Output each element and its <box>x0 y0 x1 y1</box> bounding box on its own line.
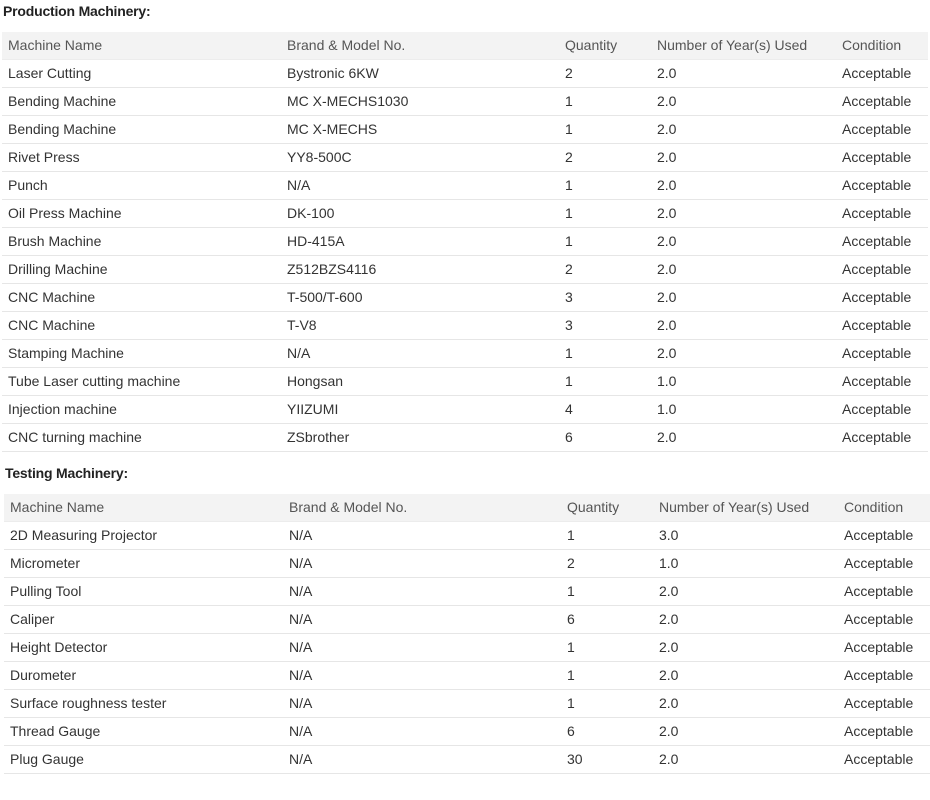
table-row <box>4 522 930 550</box>
table-body <box>4 522 930 774</box>
cell-condition: Acceptable <box>836 312 928 340</box>
cell-years-used: 2.0 <box>651 200 836 228</box>
cell-quantity: 6 <box>561 606 653 634</box>
table-row <box>4 690 930 718</box>
cell-condition: Acceptable <box>836 116 928 144</box>
cell-machine-name: CNC Machine <box>2 312 281 340</box>
table-row <box>2 424 928 452</box>
cell-years-used: 2.0 <box>651 144 836 172</box>
cell-years-used: 2.0 <box>653 718 838 746</box>
cell-machine-name: Bending Machine <box>2 88 281 116</box>
cell-machine-name: Thread Gauge <box>4 718 283 746</box>
table-row <box>2 200 928 228</box>
table-row <box>4 718 930 746</box>
cell-machine-name: Injection machine <box>2 396 281 424</box>
table-row <box>2 144 928 172</box>
cell-quantity: 6 <box>559 424 651 452</box>
cell-condition: Acceptable <box>838 578 930 606</box>
cell-brand-model: N/A <box>283 634 561 662</box>
cell-brand-model: T-V8 <box>281 312 559 340</box>
cell-brand-model: MC X-MECHS1030 <box>281 88 559 116</box>
production-machinery-title: Production Machinery: <box>3 3 151 19</box>
table-row <box>4 634 930 662</box>
cell-quantity: 1 <box>559 228 651 256</box>
table-row <box>4 606 930 634</box>
cell-brand-model: DK-100 <box>281 200 559 228</box>
cell-years-used: 3.0 <box>653 522 838 550</box>
cell-condition: Acceptable <box>836 88 928 116</box>
cell-years-used: 2.0 <box>651 88 836 116</box>
cell-quantity: 4 <box>559 396 651 424</box>
header-row <box>4 494 930 522</box>
cell-quantity: 30 <box>561 746 653 774</box>
cell-quantity: 1 <box>561 578 653 606</box>
cell-years-used: 2.0 <box>651 424 836 452</box>
cell-years-used: 1.0 <box>651 396 836 424</box>
cell-quantity: 1 <box>559 340 651 368</box>
cell-condition: Acceptable <box>838 522 930 550</box>
cell-machine-name: Rivet Press <box>2 144 281 172</box>
cell-years-used: 2.0 <box>653 578 838 606</box>
cell-years-used: 2.0 <box>651 60 836 88</box>
cell-condition: Acceptable <box>838 746 930 774</box>
cell-brand-model: YY8-500C <box>281 144 559 172</box>
column-header-years-used: Number of Year(s) Used <box>651 32 836 60</box>
cell-brand-model: N/A <box>283 550 561 578</box>
cell-quantity: 6 <box>561 718 653 746</box>
cell-condition: Acceptable <box>836 172 928 200</box>
cell-condition: Acceptable <box>836 424 928 452</box>
cell-brand-model: HD-415A <box>281 228 559 256</box>
cell-quantity: 2 <box>559 60 651 88</box>
table-row <box>4 746 930 774</box>
column-header-years-used: Number of Year(s) Used <box>653 494 838 522</box>
cell-brand-model: Hongsan <box>281 368 559 396</box>
column-header-condition: Condition <box>836 32 928 60</box>
cell-machine-name: CNC Machine <box>2 284 281 312</box>
cell-years-used: 2.0 <box>651 228 836 256</box>
cell-quantity: 1 <box>561 662 653 690</box>
table-row <box>2 340 928 368</box>
cell-condition: Acceptable <box>838 690 930 718</box>
column-header-brand-model: Brand & Model No. <box>283 494 561 522</box>
cell-condition: Acceptable <box>836 60 928 88</box>
cell-machine-name: Durometer <box>4 662 283 690</box>
table-row <box>2 368 928 396</box>
testing-machinery-table <box>4 494 930 774</box>
column-header-quantity: Quantity <box>559 32 651 60</box>
cell-years-used: 1.0 <box>653 550 838 578</box>
cell-years-used: 2.0 <box>651 312 836 340</box>
cell-years-used: 2.0 <box>651 284 836 312</box>
cell-brand-model: N/A <box>283 718 561 746</box>
cell-machine-name: Tube Laser cutting machine <box>2 368 281 396</box>
cell-machine-name: Plug Gauge <box>4 746 283 774</box>
cell-years-used: 2.0 <box>651 256 836 284</box>
cell-brand-model: N/A <box>283 606 561 634</box>
cell-brand-model: N/A <box>283 690 561 718</box>
cell-years-used: 2.0 <box>651 172 836 200</box>
cell-years-used: 2.0 <box>653 746 838 774</box>
cell-years-used: 2.0 <box>653 634 838 662</box>
cell-machine-name: Brush Machine <box>2 228 281 256</box>
cell-quantity: 1 <box>559 200 651 228</box>
cell-brand-model: N/A <box>283 746 561 774</box>
column-header-brand-model: Brand & Model No. <box>281 32 559 60</box>
header-row <box>2 32 928 60</box>
cell-machine-name: Stamping Machine <box>2 340 281 368</box>
column-header-condition: Condition <box>838 494 930 522</box>
cell-machine-name: Pulling Tool <box>4 578 283 606</box>
testing-machinery-title: Testing Machinery: <box>5 465 128 481</box>
table-row <box>4 662 930 690</box>
table-header <box>2 32 928 60</box>
table-row <box>2 60 928 88</box>
cell-brand-model: N/A <box>283 662 561 690</box>
cell-brand-model: N/A <box>281 340 559 368</box>
cell-quantity: 1 <box>559 116 651 144</box>
cell-brand-model: ZSbrother <box>281 424 559 452</box>
table-body <box>2 60 928 452</box>
table-row <box>2 312 928 340</box>
cell-condition: Acceptable <box>838 606 930 634</box>
cell-condition: Acceptable <box>836 228 928 256</box>
cell-years-used: 2.0 <box>653 690 838 718</box>
table-row <box>2 88 928 116</box>
table-row <box>2 172 928 200</box>
cell-years-used: 2.0 <box>653 662 838 690</box>
table-header <box>4 494 930 522</box>
column-header-machine-name: Machine Name <box>2 32 281 60</box>
cell-machine-name: Punch <box>2 172 281 200</box>
cell-years-used: 2.0 <box>651 340 836 368</box>
cell-brand-model: N/A <box>281 172 559 200</box>
cell-brand-model: N/A <box>283 522 561 550</box>
cell-machine-name: CNC turning machine <box>2 424 281 452</box>
cell-condition: Acceptable <box>836 340 928 368</box>
cell-years-used: 1.0 <box>651 368 836 396</box>
cell-condition: Acceptable <box>838 718 930 746</box>
table-row <box>2 284 928 312</box>
cell-brand-model: T-500/T-600 <box>281 284 559 312</box>
cell-quantity: 3 <box>559 284 651 312</box>
cell-quantity: 2 <box>559 256 651 284</box>
table-row <box>2 116 928 144</box>
cell-years-used: 2.0 <box>653 606 838 634</box>
cell-condition: Acceptable <box>838 550 930 578</box>
table-row <box>2 396 928 424</box>
cell-condition: Acceptable <box>836 256 928 284</box>
table-row <box>4 550 930 578</box>
cell-brand-model: Z512BZS4116 <box>281 256 559 284</box>
cell-machine-name: Micrometer <box>4 550 283 578</box>
cell-quantity: 1 <box>561 690 653 718</box>
table-row <box>4 578 930 606</box>
cell-machine-name: Caliper <box>4 606 283 634</box>
cell-machine-name: 2D Measuring Projector <box>4 522 283 550</box>
cell-quantity: 1 <box>559 368 651 396</box>
cell-condition: Acceptable <box>836 200 928 228</box>
cell-condition: Acceptable <box>836 368 928 396</box>
cell-machine-name: Oil Press Machine <box>2 200 281 228</box>
cell-machine-name: Height Detector <box>4 634 283 662</box>
cell-brand-model: MC X-MECHS <box>281 116 559 144</box>
cell-quantity: 1 <box>561 634 653 662</box>
cell-brand-model: Bystronic 6KW <box>281 60 559 88</box>
cell-quantity: 3 <box>559 312 651 340</box>
cell-condition: Acceptable <box>838 662 930 690</box>
cell-quantity: 2 <box>559 144 651 172</box>
table-row <box>2 228 928 256</box>
cell-condition: Acceptable <box>836 284 928 312</box>
cell-quantity: 2 <box>561 550 653 578</box>
column-header-machine-name: Machine Name <box>4 494 283 522</box>
cell-quantity: 1 <box>559 88 651 116</box>
cell-years-used: 2.0 <box>651 116 836 144</box>
cell-brand-model: YIIZUMI <box>281 396 559 424</box>
cell-machine-name: Laser Cutting <box>2 60 281 88</box>
table-row <box>2 256 928 284</box>
cell-machine-name: Drilling Machine <box>2 256 281 284</box>
column-header-quantity: Quantity <box>561 494 653 522</box>
cell-quantity: 1 <box>561 522 653 550</box>
cell-condition: Acceptable <box>836 144 928 172</box>
cell-quantity: 1 <box>559 172 651 200</box>
cell-brand-model: N/A <box>283 578 561 606</box>
production-machinery-table <box>2 32 928 452</box>
cell-machine-name: Surface roughness tester <box>4 690 283 718</box>
cell-condition: Acceptable <box>836 396 928 424</box>
cell-machine-name: Bending Machine <box>2 116 281 144</box>
cell-condition: Acceptable <box>838 634 930 662</box>
